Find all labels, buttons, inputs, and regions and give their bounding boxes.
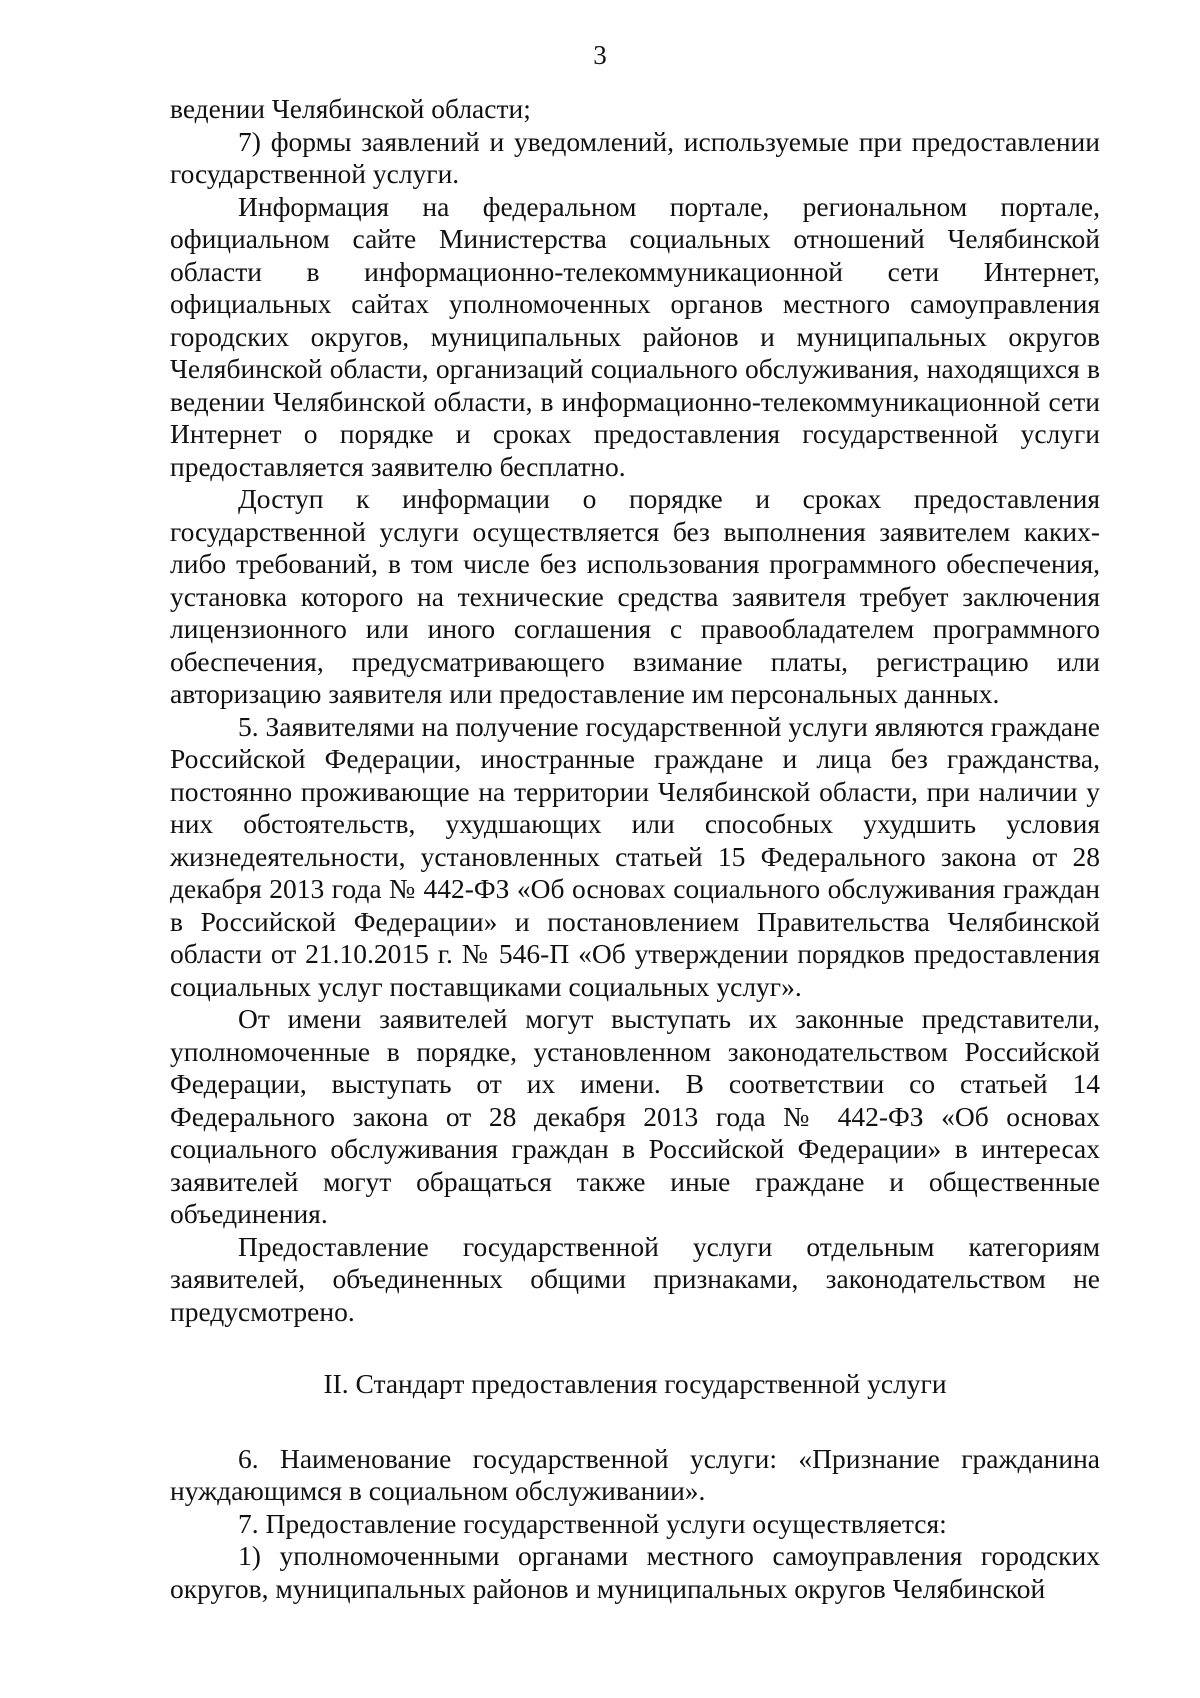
section-heading: II. Стандарт предоставления государственной услуги [323, 1368, 947, 1399]
paragraph-information-free: Информация на федеральном портале, региональном портале, официальном сайте Министерства социальных отношений Челябинской области в информационно-телекоммуникационной сети Интернет, официальных сайтах уполномоченных органов местного самоуправления городских округов, муниципальных районов и муниципальных округов Челябинской области, организаций социального обслуживания, находящихся в ведении Челябинской области, в информационно-телекоммуникационной сети Интернет о порядке и сроках предоставления государственной услуги предоставляется заявителю бесплатно. [170, 190, 1100, 482]
paragraph-categories: Предоставление государственной услуги отдельным категориям заявителей, объединенных общими признаками, законодательством не предусмотрено. [170, 1230, 1100, 1327]
paragraph-item-7: 7) формы заявлений и уведомлений, используемые при предоставлении государственной услуги. [170, 125, 1100, 189]
paragraph-representatives: От имени заявителей могут выступать их законные представители, уполномоченные в порядке, установленном законодательством Российской Федерации, выступать от их имени. В соответствии со статьей 14 Федерального закона от 28 декабря 2013 года № 442-ФЗ «Об основах социального обслуживания граждан в Российской Федерации» в интересах заявителей могут обращаться также иные граждане и общественные объединения. [170, 1003, 1100, 1229]
paragraph-5-applicants: 5. Заявителями на получение государственной услуги являются граждане Российской Федерации, иностранные граждане и лица без гражданства, постоянно проживающие на территории Челябинской области, при наличии у них обстоятельств, ухудшающих или способных ухудшить условия жизнедеятельности, установленных статьей 15 Федерального закона от 28 декабря 2013 года № 442-ФЗ «Об основах социального обслуживания граждан в Российской Федерации» и постановлением Правительства Челябинской области от 21.10.2015 г. № 546-П «Об утверждении порядков предоставления социальных услуг поставщиками социальных услуг». [170, 710, 1100, 1002]
paragraph-7-provision: 7. Предоставление государственной услуги осуществляется: [238, 1507, 947, 1539]
document-body [170, 93, 1100, 1605]
paragraph-6-service-name: 6. Наименование государственной услуги: «Признание гражданина нуждающимся в социальном обслуживании». [170, 1442, 1100, 1506]
paragraph-continuation: ведении Челябинской области; [170, 93, 531, 124]
paragraph-7-item-1: 1) уполномоченными органами местного самоуправления городских округов, муниципальных районов и муниципальных округов Челябинской [170, 1540, 1100, 1604]
paragraph-access-requirements: Доступ к информации о порядке и сроках предоставления государственной услуги осуществляется без выполнения заявителем каких-либо требований, в том числе без использования программного обеспечения, установка которого на технические средства заявителя требует заключения лицензионного или иного соглашения с правообладателем программного обеспечения, предусматривающего взимание платы, регистрацию или авторизацию заявителя или предоставление им персональных данных. [170, 483, 1100, 709]
page-number: 3 [593, 40, 607, 70]
